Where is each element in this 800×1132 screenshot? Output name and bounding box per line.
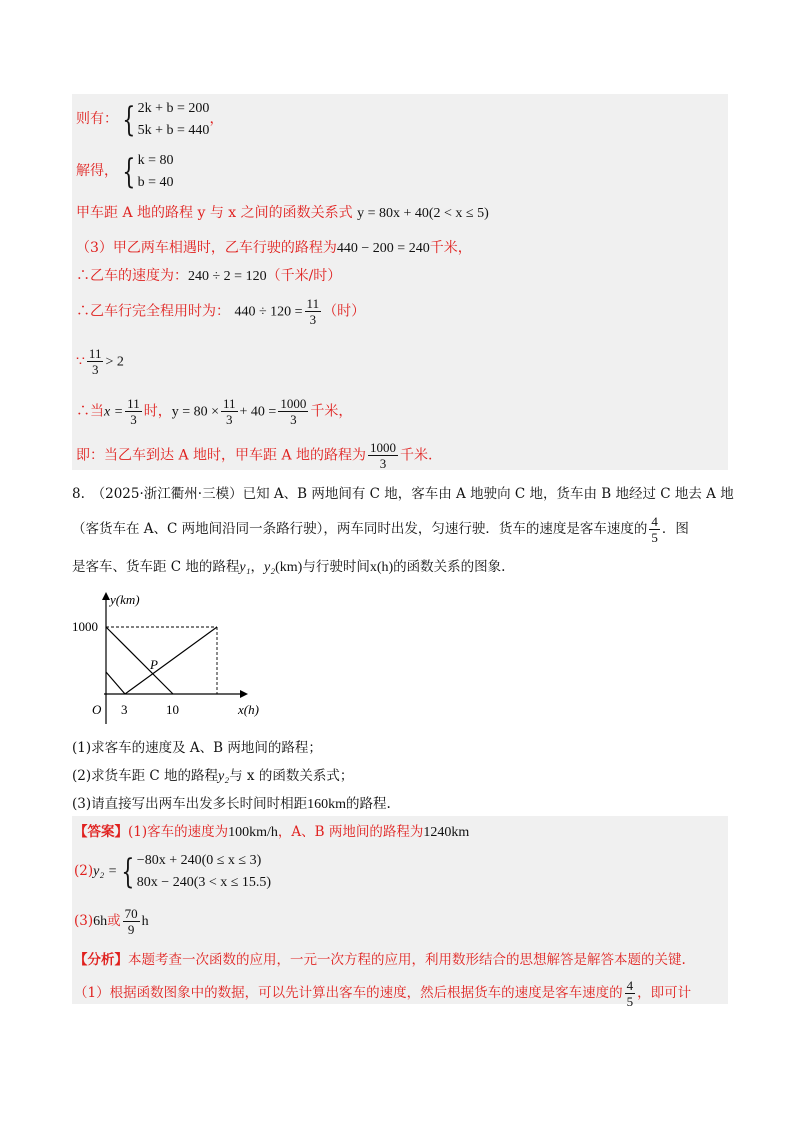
question-line3-a: 是客车、货车距 C 地的路程 <box>72 559 240 575</box>
when-text-a: ∴当 <box>76 403 104 420</box>
sub-question-3 <box>72 794 391 815</box>
analysis-fraction <box>625 978 636 1009</box>
when-num-3: 1000 <box>280 396 307 411</box>
answer1-sep: ， <box>277 824 292 840</box>
part3-unit: 千米， <box>429 240 472 256</box>
system1-suffix: ， <box>209 111 224 128</box>
speed-unit: （千米/时） <box>266 268 342 284</box>
when-den-3: 3 <box>290 412 297 427</box>
question-x: x(h) <box>369 560 394 575</box>
time-fraction <box>305 296 322 327</box>
answer2-case2: 80x − 240(3 < x ≤ 15.5) <box>136 875 272 890</box>
system-of-equations-2: 解得， { k = 80 b = 40 <box>76 152 174 192</box>
when-plus: + 40 = <box>239 404 277 420</box>
answer3-num: 70 <box>124 906 138 921</box>
analysis-frac-num: 4 <box>626 978 634 993</box>
speed-text: ∴乙车的速度为： <box>76 268 188 284</box>
answer2-y: y₂ = <box>93 864 118 880</box>
when-y: y = 80 × <box>171 404 219 420</box>
when-fraction-2 <box>221 396 238 427</box>
answer-line-1 <box>74 822 469 843</box>
question-fraction <box>649 514 660 545</box>
y-axis-arrow <box>102 592 110 600</box>
analysis-text: 本题考查一次函数的应用，一元一次方程的应用，利用数形结合的思想解答是解答本题的关键. <box>128 952 686 968</box>
question-y2: y₂ <box>264 560 276 575</box>
question-frac-num: 4 <box>651 514 658 529</box>
system1-eq2: 5k + b = 440 <box>137 123 210 138</box>
conclusion-text: 即：当乙车到达 A 地时，甲车距 A 地的路程为 <box>76 447 367 464</box>
function-text: 甲车距 A 地的路程 y 与 x 之间的函数关系式 <box>76 205 353 221</box>
sub2-b: 与 x 的函数关系式； <box>229 768 354 784</box>
question-line3-b: 与行驶时间 <box>302 559 370 575</box>
when-text-b: 时， <box>143 403 172 420</box>
time-den: 3 <box>309 312 317 327</box>
question-line3-sep: ， <box>250 559 265 575</box>
sub3-a: (3)请直接写出两车出发多长时间时相距 <box>72 796 308 812</box>
analysis-line2-a: （1）根据函数图象中的数据，可以先计算出客车的速度，然后根据货车的速度是客车速度的 <box>74 985 623 1001</box>
conclusion-unit: 千米. <box>400 447 433 464</box>
function-line <box>76 203 489 224</box>
answer-line-3 <box>74 906 149 937</box>
time-unit: （时） <box>323 303 366 320</box>
conclusion-den: 3 <box>379 456 387 471</box>
conclusion-line <box>76 440 432 471</box>
y-axis-label: y(km) <box>110 592 140 607</box>
part3-line <box>76 238 472 259</box>
answer2-case1: −80x + 240(0 ≤ x ≤ 3) <box>136 853 262 868</box>
because-symbol: ∵ <box>76 353 85 370</box>
analysis-line-1 <box>74 950 686 970</box>
answer-line-2: (2)y₂ = { −80x + 240(0 ≤ x ≤ 3) 80x − 240(3 < x ≤ 15.5) <box>74 852 272 892</box>
analysis-line2-b: ，即可计 <box>637 985 692 1001</box>
when-fraction-1 <box>125 396 142 427</box>
sub-question-2 <box>72 766 353 787</box>
when-den-1: 3 <box>130 412 137 427</box>
time-num: 11 <box>306 296 320 311</box>
question-line-2 <box>72 514 689 545</box>
speed-line <box>76 266 341 287</box>
point-p-label: P <box>150 657 158 672</box>
conclusion-fraction <box>368 440 398 471</box>
when-fraction-3 <box>278 396 308 427</box>
sub2-a: (2)求货车距 C 地的路程 <box>72 768 219 784</box>
when-line <box>76 396 352 427</box>
question-line3-c: 的函数关系的图象. <box>393 559 506 575</box>
when-num-1: 11 <box>127 396 140 411</box>
sub3-b: 的路程. <box>346 796 391 812</box>
because-num: 11 <box>88 346 102 361</box>
because-rest: > 2 <box>105 354 124 370</box>
x-tick-3: 3 <box>121 702 128 717</box>
answer1-speed: 100km/h <box>228 825 278 840</box>
answer2-label: (2) <box>74 863 94 880</box>
analysis-line-2 <box>74 978 691 1009</box>
answer3-value1: 6h <box>93 914 108 929</box>
answer1-text2: A、B 两地间的路程为 <box>291 824 424 840</box>
analysis-tag: 【分析】 <box>74 952 128 968</box>
question-line2-b: ．图 <box>661 521 689 537</box>
distance-time-graph <box>72 590 282 730</box>
because-line <box>76 346 124 377</box>
x-axis-arrow <box>240 690 248 698</box>
origin-label: O <box>92 702 102 717</box>
question-km: (km) <box>275 560 303 575</box>
question-line-1: 8. （2025·浙江衢州·三模）已知 A、B 两地间有 C 地，客车由 A 地驶向 C 地，货车由 B 地经过 C 地去 A 地 <box>72 486 734 502</box>
function-formula: y = 80x + 40(2 < x ≤ 5) <box>357 206 489 221</box>
system1-eq1: 2k + b = 200 <box>137 101 210 116</box>
part3-formula: 440 − 200 = 240 <box>336 241 430 256</box>
speed-formula: 240 ÷ 2 = 120 <box>188 269 267 284</box>
when-num-2: 11 <box>223 396 236 411</box>
system1-prefix: 则有： <box>76 111 118 128</box>
x-tick-10: 10 <box>166 702 179 717</box>
y-tick-1000: 1000 <box>72 619 98 634</box>
when-unit: 千米， <box>310 403 353 420</box>
answer1-distance: 1240km <box>423 825 470 840</box>
when-den-2: 3 <box>226 412 233 427</box>
question-y1: y₁ <box>239 560 251 575</box>
sub2-y: y₂ <box>218 769 230 784</box>
answer3-label: (3) <box>74 913 94 929</box>
time-line <box>76 296 365 327</box>
question-line-3 <box>72 557 505 578</box>
answer3-fraction <box>123 906 140 937</box>
answer1-text: (1)客车的速度为 <box>128 824 229 840</box>
answer-tag: 【答案】 <box>74 824 128 840</box>
question-frac-den: 5 <box>651 530 658 545</box>
part3-text: （3）甲乙两车相遇时，乙车行驶的路程为 <box>76 240 337 256</box>
truck-line-down <box>106 672 125 694</box>
system2-eq1: k = 80 <box>137 153 174 168</box>
system2-prefix: 解得， <box>76 163 118 180</box>
answer3-or: 或 <box>107 913 121 929</box>
question-line2-a: （客货车在 A、C 两地间沿同一条路行驶），两车同时出发，匀速行驶．货车的速度是客车速度的 <box>72 521 648 537</box>
system-of-equations-1: 则有： { 2k + b = 200 5k + b = 440， <box>76 100 224 140</box>
answer3-unit: h <box>141 914 149 929</box>
answer3-den: 9 <box>127 922 135 937</box>
sub3-value: 160km <box>307 797 347 812</box>
time-text: ∴乙车行完全程用时为： <box>76 303 230 320</box>
analysis-frac-den: 5 <box>626 994 634 1009</box>
when-x: x = <box>104 404 124 420</box>
because-fraction <box>87 346 104 377</box>
sub-question-1: (1)求客车的速度及 A、B 两地间的路程； <box>72 740 322 756</box>
time-formula: 440 ÷ 120 = <box>234 304 303 320</box>
because-den: 3 <box>91 362 99 377</box>
conclusion-num: 1000 <box>370 440 397 455</box>
x-axis-label: x(h) <box>238 702 259 717</box>
system2-eq2: b = 40 <box>137 175 174 190</box>
answer-background <box>72 816 728 1004</box>
